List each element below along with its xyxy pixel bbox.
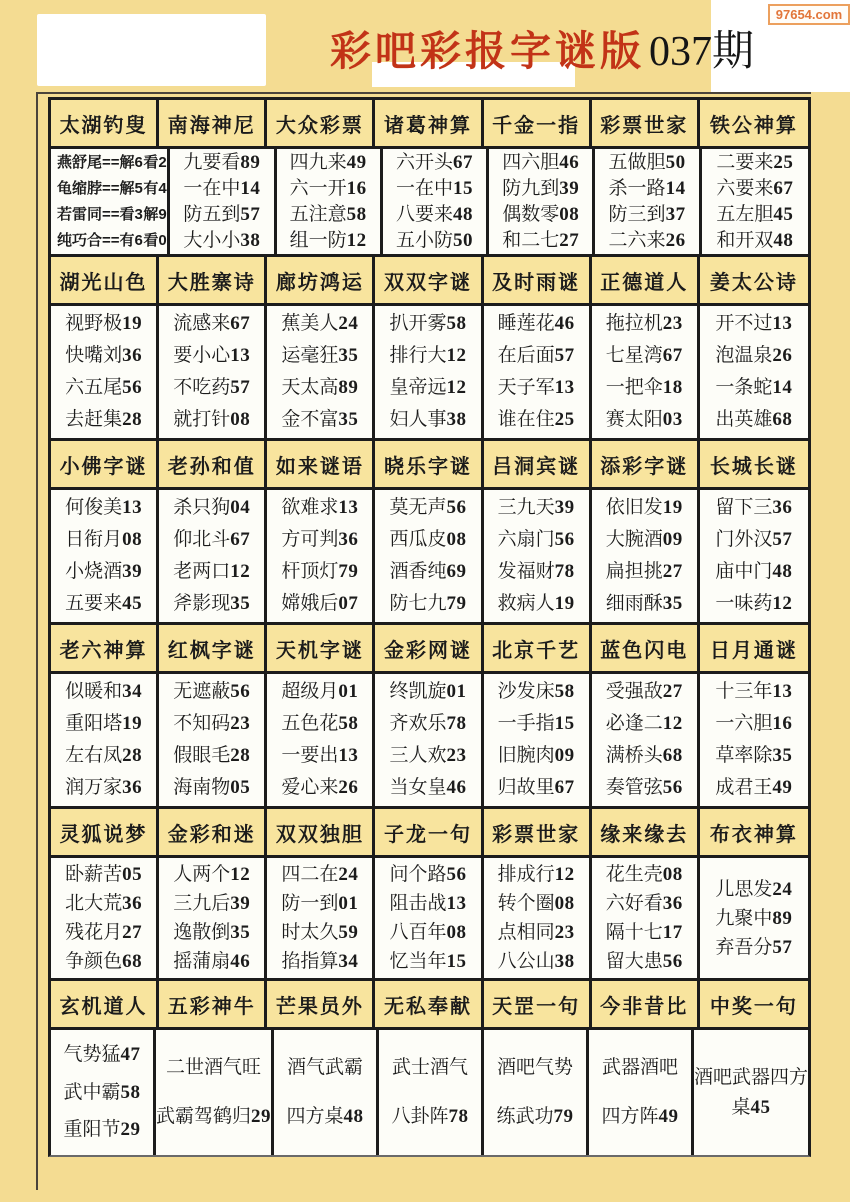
- puzzle-line: 五小防50: [395, 229, 473, 251]
- puzzle-line: 杀一路14: [608, 177, 686, 199]
- section-header: 大胜寨诗: [159, 257, 267, 303]
- puzzle-line: 争颜色68: [65, 951, 143, 972]
- puzzle-line: 欲难求13: [281, 497, 359, 518]
- puzzle-line: 杆顶灯79: [281, 561, 359, 582]
- puzzle-line: 妇人事38: [389, 409, 467, 430]
- puzzle-cell: [375, 858, 483, 978]
- puzzle-line: 海南物05: [173, 777, 251, 798]
- puzzle-line: 八卦阵78: [391, 1106, 469, 1128]
- puzzle-line: 出英雄68: [715, 409, 793, 430]
- section-header: 晓乐字谜: [375, 441, 483, 487]
- puzzle-cell: [267, 674, 375, 806]
- puzzle-line: 点相同23: [497, 922, 575, 943]
- section-header: 廊坊鸿运: [267, 257, 375, 303]
- puzzle-line: 三九后39: [173, 893, 251, 914]
- puzzle-line: 爱心来26: [281, 777, 359, 798]
- puzzle-line: 天子军13: [497, 377, 575, 398]
- section-header: 湖光山色: [51, 257, 159, 303]
- puzzle-line: 救病人19: [497, 593, 575, 614]
- puzzle-line: 必逢二12: [605, 713, 683, 734]
- puzzle-line: 八要来48: [395, 203, 473, 225]
- section-header: 正德道人: [592, 257, 700, 303]
- puzzle-line: 成君王49: [715, 777, 793, 798]
- puzzle-line: 转个圈08: [497, 893, 575, 914]
- puzzle-line: 九聚中89: [715, 907, 793, 929]
- puzzle-line: 日衔月08: [65, 529, 143, 550]
- puzzle-line: 假眼毛28: [173, 745, 251, 766]
- puzzle-line: 逸散倒35: [173, 922, 251, 943]
- puzzle-line: 一在中14: [183, 177, 261, 199]
- puzzle-cell: [267, 490, 375, 622]
- puzzle-line: 流感来67: [173, 313, 251, 334]
- section-content-row: [51, 490, 808, 625]
- section-header: 金彩网谜: [375, 625, 483, 671]
- section-header: 老六神算: [51, 625, 159, 671]
- puzzle-line: 练武功79: [496, 1106, 574, 1128]
- puzzle-line: 人两个12: [173, 864, 251, 885]
- puzzle-cell: [170, 149, 276, 254]
- puzzle-line: 归故里67: [497, 777, 575, 798]
- censor-box-top-left: [37, 14, 266, 86]
- section-header: 彩票世家: [484, 809, 592, 855]
- puzzle-line: 奏管弦56: [605, 777, 683, 798]
- puzzle-line: 旧腕肉09: [497, 745, 575, 766]
- section-header: 天机字谜: [267, 625, 375, 671]
- puzzle-line: 酒气武霸: [286, 1056, 363, 1078]
- puzzle-line: 细雨酥35: [605, 593, 683, 614]
- puzzle-line: 排行大12: [389, 345, 467, 366]
- section-header-row: [51, 100, 808, 149]
- section-header: 铁公神算: [700, 100, 808, 146]
- section-content-row: [51, 149, 808, 257]
- puzzle-line: 润万家36: [65, 777, 143, 798]
- puzzle-line: 草率除35: [715, 745, 793, 766]
- section-header: 缘来缘去: [592, 809, 700, 855]
- section-header: 双双独胆: [267, 809, 375, 855]
- puzzle-line: 在后面57: [497, 345, 575, 366]
- puzzle-line: 超级月01: [281, 681, 359, 702]
- puzzle-cell: [375, 674, 483, 806]
- puzzle-cell: [159, 858, 267, 978]
- puzzle-line: 二六来26: [608, 229, 686, 251]
- section-header-row: [51, 625, 808, 674]
- puzzle-line: 拖拉机23: [605, 313, 683, 334]
- puzzle-line: 龟缩脖==解5有4: [57, 179, 168, 197]
- section-header: 中奖一句: [700, 981, 808, 1027]
- section-header: 布衣神算: [700, 809, 808, 855]
- puzzle-cell: [51, 306, 159, 438]
- puzzle-line: 桌45: [731, 1096, 771, 1118]
- puzzle-line: 一手指15: [497, 713, 575, 734]
- puzzle-line: 齐欢乐78: [389, 713, 467, 734]
- puzzle-table: [48, 97, 811, 1157]
- section-header: 小佛字谜: [51, 441, 159, 487]
- puzzle-line: 北大荒36: [65, 893, 143, 914]
- puzzle-line: 一要出13: [281, 745, 359, 766]
- puzzle-line: 何俊美13: [65, 497, 143, 518]
- puzzle-line: 似暖和34: [65, 681, 143, 702]
- section-header: 南海神尼: [159, 100, 267, 146]
- puzzle-line: 满桥头68: [605, 745, 683, 766]
- puzzle-line: 阻击战13: [389, 893, 467, 914]
- puzzle-cell: [159, 490, 267, 622]
- puzzle-line: 和二七27: [502, 229, 580, 251]
- puzzle-cell: [156, 1030, 274, 1155]
- section-header-row: [51, 441, 808, 490]
- section-header: 长城长谜: [700, 441, 808, 487]
- puzzle-line: 排成行12: [497, 864, 575, 885]
- puzzle-cell: [267, 306, 375, 438]
- puzzle-cell: [694, 1030, 808, 1155]
- puzzle-cell: [700, 306, 808, 438]
- puzzle-cell: [592, 674, 700, 806]
- section-header: 姜太公诗: [700, 257, 808, 303]
- puzzle-line: 二要来25: [716, 151, 794, 173]
- section-header: 玄机道人: [51, 981, 159, 1027]
- puzzle-cell: [489, 149, 595, 254]
- puzzle-line: 留下三36: [715, 497, 793, 518]
- puzzle-line: 要小心13: [173, 345, 251, 366]
- puzzle-line: 视野极19: [65, 313, 143, 334]
- puzzle-line: 无遮蔽56: [173, 681, 251, 702]
- puzzle-line: 气势猛47: [63, 1044, 141, 1066]
- puzzle-line: 六好看36: [605, 893, 683, 914]
- puzzle-line: 快嘴刘36: [65, 345, 143, 366]
- puzzle-cell: [159, 674, 267, 806]
- puzzle-line: 蕉美人24: [281, 313, 359, 334]
- puzzle-line: 一在中15: [395, 177, 473, 199]
- puzzle-line: 就打针08: [173, 409, 251, 430]
- puzzle-cell: [274, 1030, 379, 1155]
- puzzle-cell: [484, 490, 592, 622]
- puzzle-line: 五要来45: [65, 593, 143, 614]
- puzzle-line: 和开双48: [716, 229, 794, 251]
- puzzle-line: 弃吾分57: [715, 936, 793, 958]
- puzzle-line: 重阳节29: [63, 1118, 141, 1140]
- puzzle-line: 西瓜皮08: [389, 529, 467, 550]
- puzzle-line: 睡莲花46: [497, 313, 575, 334]
- puzzle-line: 偶数零08: [502, 203, 580, 225]
- section-header: 灵狐说梦: [51, 809, 159, 855]
- puzzle-line: 纯巧合==有6看0: [57, 231, 168, 249]
- puzzle-line: 终凯旋01: [389, 681, 467, 702]
- puzzle-line: 一味药12: [715, 593, 793, 614]
- puzzle-cell: [700, 674, 808, 806]
- puzzle-cell: [592, 858, 700, 978]
- puzzle-line: 酒吧气势: [496, 1056, 573, 1078]
- puzzle-cell: [51, 1030, 156, 1155]
- section-header-row: [51, 981, 808, 1030]
- puzzle-line: 花生壳08: [605, 864, 683, 885]
- puzzle-line: 武器酒吧: [601, 1056, 678, 1078]
- puzzle-line: 莫无声56: [389, 497, 467, 518]
- puzzle-line: 掐指算34: [281, 951, 359, 972]
- puzzle-line: 武中霸58: [63, 1081, 141, 1103]
- puzzle-line: 九要看89: [183, 151, 261, 173]
- puzzle-cell: [51, 858, 159, 978]
- puzzle-line: 六一开16: [289, 177, 367, 199]
- puzzle-line: 天太高89: [281, 377, 359, 398]
- puzzle-line: 儿思发24: [715, 878, 793, 900]
- section-header-row: [51, 809, 808, 858]
- puzzle-line: 庙中门48: [715, 561, 793, 582]
- puzzle-line: 四六胆46: [502, 151, 580, 173]
- puzzle-line: 武士酒气: [391, 1056, 468, 1078]
- section-header: 无私奉献: [375, 981, 483, 1027]
- section-header: 天罡一句: [484, 981, 592, 1027]
- puzzle-line: 六五尾56: [65, 377, 143, 398]
- puzzle-line: 六扇门56: [497, 529, 575, 550]
- puzzle-line: 重阳塔19: [65, 713, 143, 734]
- puzzle-cell: [484, 674, 592, 806]
- puzzle-line: 六开头67: [395, 151, 473, 173]
- puzzle-cell: [700, 490, 808, 622]
- puzzle-line: 不知码23: [173, 713, 251, 734]
- section-header: 如来谜语: [267, 441, 375, 487]
- puzzle-cell: [51, 490, 159, 622]
- puzzle-line: 四方桌48: [286, 1106, 364, 1128]
- section-header: 金彩和迷: [159, 809, 267, 855]
- puzzle-line: 方可判36: [281, 529, 359, 550]
- puzzle-line: 七星湾67: [605, 345, 683, 366]
- section-content-row: [51, 306, 808, 441]
- section-header: 芒果员外: [267, 981, 375, 1027]
- section-header: 五彩神牛: [159, 981, 267, 1027]
- puzzle-line: 防一到01: [281, 893, 359, 914]
- puzzle-line: 运毫狂35: [281, 345, 359, 366]
- puzzle-line: 扒开雾58: [389, 313, 467, 334]
- puzzle-line: 皇帝远12: [389, 377, 467, 398]
- section-header: 及时雨谜: [484, 257, 592, 303]
- puzzle-line: 八百年08: [389, 922, 467, 943]
- outer-frame-line-left: [36, 92, 38, 1190]
- puzzle-line: 依旧发19: [605, 497, 683, 518]
- section-header: 双双字谜: [375, 257, 483, 303]
- puzzle-cell: [375, 490, 483, 622]
- watermark-badge: 97654.com: [768, 4, 850, 25]
- puzzle-line: 嫦娥后07: [281, 593, 359, 614]
- puzzle-line: 五左胆45: [716, 203, 794, 225]
- puzzle-cell: [383, 149, 489, 254]
- puzzle-line: 二世酒气旺: [165, 1056, 261, 1078]
- puzzle-cell: [379, 1030, 484, 1155]
- puzzle-cell: [484, 858, 592, 978]
- section-content-row: [51, 674, 808, 809]
- puzzle-line: 沙发床58: [497, 681, 575, 702]
- puzzle-line: 四九来49: [289, 151, 367, 173]
- puzzle-line: 一条蛇14: [715, 377, 793, 398]
- puzzle-cell: [484, 306, 592, 438]
- section-header: 红枫字谜: [159, 625, 267, 671]
- section-header: 千金一指: [484, 100, 592, 146]
- puzzle-line: 赛太阳03: [605, 409, 683, 430]
- puzzle-line: 若雷同==看3解9: [57, 205, 168, 223]
- puzzle-cell: [277, 149, 383, 254]
- puzzle-line: 卧薪苦05: [65, 864, 143, 885]
- puzzle-cell: [51, 674, 159, 806]
- section-header: 添彩字谜: [592, 441, 700, 487]
- page-title: [330, 18, 754, 78]
- puzzle-line: 武霸驾鹤归29: [155, 1106, 271, 1128]
- puzzle-line: 防三到37: [608, 203, 686, 225]
- puzzle-cell: [592, 490, 700, 622]
- section-header: 子龙一句: [375, 809, 483, 855]
- puzzle-line: 问个路56: [389, 864, 467, 885]
- puzzle-line: 发福财78: [497, 561, 575, 582]
- puzzle-cell: [702, 149, 808, 254]
- puzzle-line: 小烧酒39: [65, 561, 143, 582]
- puzzle-line: 十三年13: [715, 681, 793, 702]
- outer-frame-line-top: [36, 92, 811, 94]
- puzzle-line: 大腕酒09: [605, 529, 683, 550]
- puzzle-line: 仰北斗67: [173, 529, 251, 550]
- section-header: 日月通谜: [700, 625, 808, 671]
- section-header: 太湖钓叟: [51, 100, 159, 146]
- puzzle-line: 三人欢23: [389, 745, 467, 766]
- puzzle-line: 酒香纯69: [389, 561, 467, 582]
- puzzle-cell: [592, 306, 700, 438]
- puzzle-cell: [267, 858, 375, 978]
- puzzle-line: 左右凤28: [65, 745, 143, 766]
- section-header: 今非昔比: [592, 981, 700, 1027]
- puzzle-line: 大小小38: [183, 229, 261, 251]
- puzzle-line: 摇蒲扇46: [173, 951, 251, 972]
- puzzle-line: 五注意58: [289, 203, 367, 225]
- puzzle-line: 三九天39: [497, 497, 575, 518]
- puzzle-line: 一把伞18: [605, 377, 683, 398]
- section-header: 诸葛神算: [375, 100, 483, 146]
- puzzle-line: 五做胆50: [608, 151, 686, 173]
- puzzle-line: 四二在24: [281, 864, 359, 885]
- puzzle-line: 门外汉57: [715, 529, 793, 550]
- puzzle-line: 酒吧武器四方: [693, 1066, 808, 1088]
- section-header: 彩票世家: [592, 100, 700, 146]
- puzzle-line: 防五到57: [183, 203, 261, 225]
- puzzle-line: 防九到39: [502, 177, 580, 199]
- puzzle-line: 时太久59: [281, 922, 359, 943]
- section-header-row: [51, 257, 808, 306]
- puzzle-line: 五色花58: [281, 713, 359, 734]
- puzzle-line: 杀只狗04: [173, 497, 251, 518]
- puzzle-line: 泡温泉26: [715, 345, 793, 366]
- puzzle-line: 不吃药57: [173, 377, 251, 398]
- puzzle-cell: [51, 149, 170, 254]
- section-content-row: [51, 1030, 808, 1155]
- puzzle-line: 隔十七17: [605, 922, 683, 943]
- puzzle-line: 受强敌27: [605, 681, 683, 702]
- puzzle-cell: [375, 306, 483, 438]
- puzzle-line: 燕舒尾==解6看2: [57, 153, 168, 171]
- page-title-issue: 037期: [649, 29, 755, 75]
- puzzle-line: 斧影现35: [173, 593, 251, 614]
- puzzle-line: 防七九79: [389, 593, 467, 614]
- puzzle-line: 六要来67: [716, 177, 794, 199]
- puzzle-line: 一六胆16: [715, 713, 793, 734]
- puzzle-line: 老两口12: [173, 561, 251, 582]
- puzzle-line: 谁在住25: [497, 409, 575, 430]
- puzzle-line: 去赶集28: [65, 409, 143, 430]
- section-header: 老孙和值: [159, 441, 267, 487]
- puzzle-line: 八公山38: [497, 951, 575, 972]
- puzzle-cell: [595, 149, 701, 254]
- puzzle-cell: [484, 1030, 589, 1155]
- puzzle-line: 忆当年15: [389, 951, 467, 972]
- puzzle-line: 组一防12: [289, 229, 367, 251]
- page-title-text: 彩吧彩报字谜版: [330, 28, 645, 74]
- puzzle-line: 金不富35: [281, 409, 359, 430]
- puzzle-line: 留大患56: [605, 951, 683, 972]
- section-header: 北京千艺: [484, 625, 592, 671]
- puzzle-line: 当女皇46: [389, 777, 467, 798]
- puzzle-cell: [159, 306, 267, 438]
- section-content-row: [51, 858, 808, 981]
- puzzle-line: 四方阵49: [601, 1106, 679, 1128]
- section-header: 蓝色闪电: [592, 625, 700, 671]
- puzzle-line: 残花月27: [65, 922, 143, 943]
- section-header: 吕洞宾谜: [484, 441, 592, 487]
- puzzle-line: 开不过13: [715, 313, 793, 334]
- puzzle-cell: [589, 1030, 694, 1155]
- puzzle-cell: [700, 858, 808, 978]
- puzzle-line: 扁担挑27: [605, 561, 683, 582]
- section-header: 大众彩票: [267, 100, 375, 146]
